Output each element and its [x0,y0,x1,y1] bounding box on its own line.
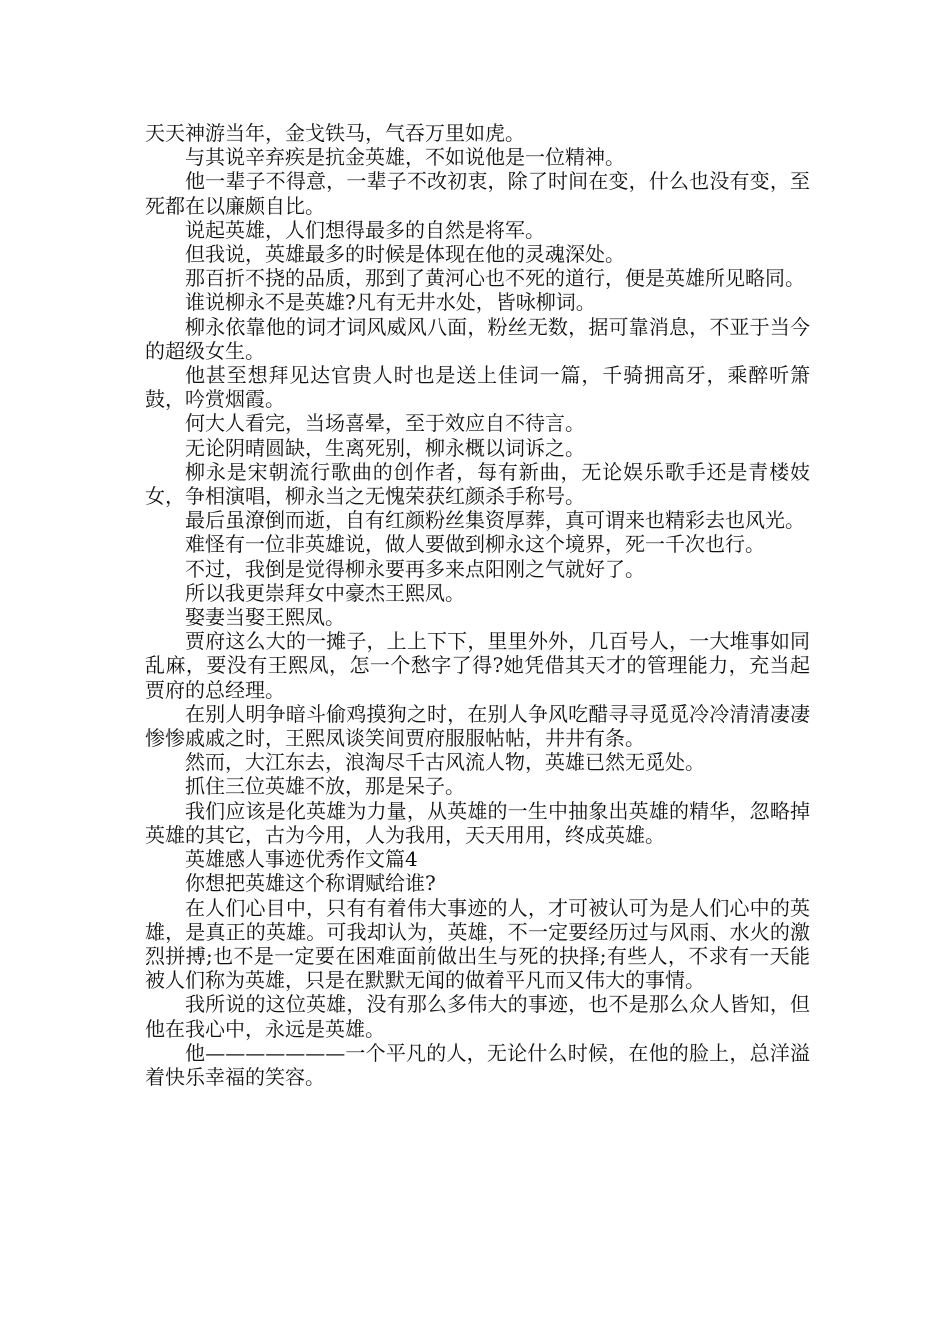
paragraph: 与其说辛弃疾是抗金英雄，不如说他是一位精神。 [185,145,625,170]
section-heading: 英雄感人事迹优秀作文篇4 [185,847,418,872]
paragraph: 他———————一个平凡的人，无论什么时候，在他的脸上，总洋溢着快乐幸福的笑容。 [145,1040,810,1089]
paragraph: 何大人看完，当场喜晕，至于效应自不待言。 [185,411,585,436]
paragraph: 难怪有一位非英雄说，做人要做到柳永这个境界，死一千次也行。 [185,532,765,557]
paragraph: 不过，我倒是觉得柳永要再多来点阳刚之气就好了。 [185,556,645,581]
paragraph: 那百折不挠的品质，那到了黄河心也不死的道行，便是英雄所见略同。 [185,266,805,291]
paragraph: 他甚至想拜见达官贵人时也是送上佳词一篇，千骑拥高牙，乘醉听箫鼓，吟赏烟霞。 [145,363,810,412]
paragraph: 在别人明争暗斗偷鸡摸狗之时，在别人争风吃醋寻寻觅觅冷冷清清凄凄惨惨戚戚之时，王熙凤谈笑间贾府服服帖帖，井井有条。 [145,701,810,751]
paragraph: 所以我更崇拜女中豪杰王熙凤。 [185,580,465,605]
paragraph: 无论阴晴圆缺，生离死别，柳永概以词诉之。 [185,435,585,460]
paragraph: 贾府这么大的一摊子，上上下下，里里外外，几百号人，一大堆事如同乱麻，要没有王熙凤，怎一个愁字了得?她凭借其天才的管理能力，充当起贾府的总经理。 [145,629,810,702]
document-body [145,121,810,1089]
paragraph: 我们应该是化英雄为力量，从英雄的一生中抽象出英雄的精华，忽略掉英雄的其它，古为今用，人为我用，天天用用，终成英雄。 [145,798,810,847]
paragraph: 在人们心目中，只有有着伟大事迹的人，才可被认可为是人们心中的英雄，是真正的英雄。可我却认为，英雄，不一定要经历过与风雨、水火的激烈拼搏;也不是一定要在困难面前做出生与死的抉择;有些人，不求有一天能被人们称为英雄，只是在默默无闻的做着平凡而又伟大的事情。 [145,895,810,993]
paragraph: 柳永依靠他的词才词风威风八面，粉丝无数，据可靠消息，不亚于当今的超级女生。 [145,314,810,363]
paragraph: 说起英雄，人们想得最多的自然是将军。 [185,217,545,242]
paragraph: 但我说，英雄最多的时候是体现在他的灵魂深处。 [185,242,625,267]
paragraph: 天天神游当年，金戈铁马，气吞万里如虎。 [145,121,525,145]
paragraph: 然而，大江东去，浪淘尽千古风流人物，英雄已然无觅处。 [185,750,705,775]
paragraph: 他一辈子不得意，一辈子不改初衷，除了时间在变，什么也没有变，至死都在以廉颇自比。 [145,169,810,218]
paragraph: 娶妻当娶王熙凤。 [185,605,345,630]
paragraph: 你想把英雄这个称谓赋给谁? [185,871,436,896]
paragraph: 最后虽潦倒而逝，自有红颜粉丝集资厚葬，真可谓来也精彩去也风光。 [185,508,805,533]
paragraph: 我所说的这位英雄，没有那么多伟大的事迹，也不是那么众人皆知，但他在我心中，永远是英雄。 [145,992,810,1041]
paragraph: 柳永是宋朝流行歌曲的创作者，每有新曲，无论娱乐歌手还是青楼妓女，争相演唱，柳永当之无愧荣获红颜杀手称号。 [145,459,810,509]
paragraph: 抓住三位英雄不放，那是呆子。 [185,774,465,799]
paragraph: 谁说柳永不是英雄?凡有无井水处，皆咏柳词。 [185,290,596,315]
